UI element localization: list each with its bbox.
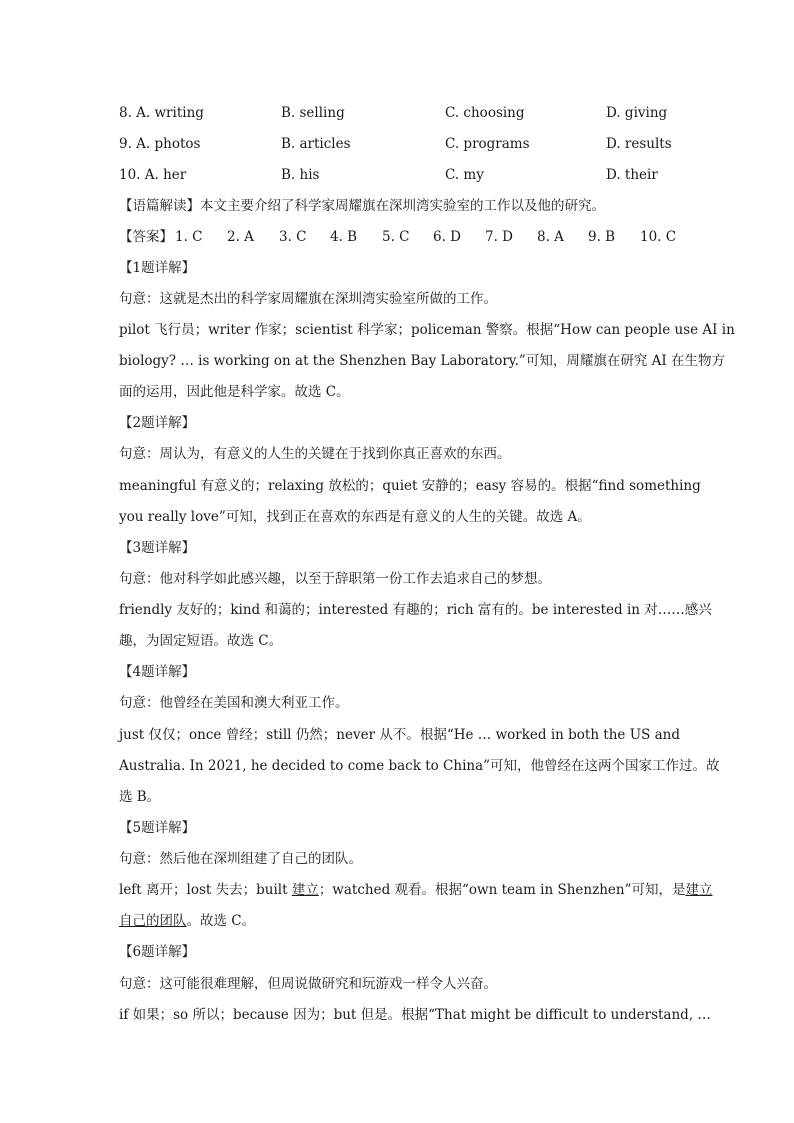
q5-heading: 【5题详解】 — [119, 820, 196, 836]
answer-item: 10. C — [640, 229, 677, 245]
q2-meaning: 句意：周认为，有意义的人生的关键在于找到你真正喜欢的东西。 — [119, 446, 511, 462]
option-a: 10. A. her — [119, 167, 187, 183]
q3-explanation: 趣，为固定短语。故选 C。 — [119, 633, 283, 649]
answer-item: 9. B — [588, 229, 616, 245]
q4-explanation: just 仅仅；once 曾经；still 仍然；never 从不。根据“He … worked in both the US and — [119, 727, 681, 743]
q1-meaning: 句意：这就是杰出的科学家周耀旗在深圳湾实验室所做的工作。 — [119, 291, 497, 307]
q6-meaning: 句意：这可能很难理解，但周说做研究和玩游戏一样令人兴奋。 — [119, 976, 497, 992]
q5-text: 。故选 C。 — [186, 913, 256, 929]
answer-item: 6. D — [433, 229, 461, 245]
q4-explanation: Australia. In 2021, he decided to come back to China”可知，他曾经在这两个国家工作过。故 — [119, 758, 720, 774]
answer-item: 4. B — [330, 229, 358, 245]
q4-meaning: 句意：他曾经在美国和澳大利亚工作。 — [119, 695, 349, 711]
q2-explanation: you really love”可知，找到正在喜欢的东西是有意义的人生的关键。故选 A。 — [119, 509, 591, 525]
answer-item: 2. A — [227, 229, 254, 245]
option-a: 8. A. writing — [119, 105, 204, 121]
option-d: D. giving — [606, 105, 668, 121]
q1-explanation: biology? … is working on at the Shenzhen Bay Laboratory.”可知，周耀旗在研究 AI 在生物方 — [119, 353, 725, 369]
q2-explanation: meaningful 有意义的；relaxing 放松的；quiet 安静的；easy 容易的。根据“find something — [119, 478, 701, 494]
q5-underlined-phrase: 自己的团队 — [119, 913, 187, 929]
option-a: 9. A. photos — [119, 136, 201, 152]
q5-meaning: 句意：然后他在深圳组建了自己的团队。 — [119, 851, 362, 867]
q4-explanation: 选 B。 — [119, 789, 161, 805]
q3-heading: 【3题详解】 — [119, 540, 196, 556]
q3-meaning: 句意：他对科学如此感兴趣，以至于辞职第一份工作去追求自己的梦想。 — [119, 571, 551, 587]
answer-item: 1. C — [175, 229, 203, 245]
passage-summary: 【语篇解读】本文主要介绍了科学家周耀旗在深圳湾实验室的工作以及他的研究。 — [119, 198, 605, 214]
q1-explanation: pilot 飞行员；writer 作家；scientist 科学家；policeman 警察。根据“How can people use AI in — [119, 322, 735, 338]
q6-explanation: if 如果；so 所以；because 因为；but 但是。根据“That might be difficult to understand, … — [119, 1007, 711, 1023]
option-b: B. his — [281, 167, 320, 183]
answer-label: 【答案】 — [119, 229, 173, 245]
option-c: C. choosing — [445, 105, 525, 121]
option-c: C. my — [445, 167, 484, 183]
option-d: D. results — [606, 136, 672, 152]
q6-heading: 【6题详解】 — [119, 944, 196, 960]
q5-underlined-word: 建立 — [291, 882, 319, 898]
q4-heading: 【4题详解】 — [119, 664, 196, 680]
q3-explanation: friendly 友好的；kind 和蔼的；interested 有趣的；rich 富有的。be interested in 对……感兴 — [119, 602, 712, 618]
option-c: C. programs — [445, 136, 530, 152]
q5-explanation — [119, 881, 713, 899]
answer-item: 5. C — [382, 229, 410, 245]
q2-heading: 【2题详解】 — [119, 415, 196, 431]
answer-item: 3. C — [279, 229, 307, 245]
option-b: B. articles — [281, 136, 351, 152]
option-d: D. their — [606, 167, 658, 183]
q1-explanation: 面的运用，因此他是科学家。故选 C。 — [119, 384, 350, 400]
q5-underlined-word: 建立 — [685, 882, 713, 898]
answer-item: 8. A — [537, 229, 564, 245]
q5-text: left 离开；lost 失去；built — [119, 882, 292, 898]
answer-item: 7. D — [485, 229, 513, 245]
q1-heading: 【1题详解】 — [119, 260, 196, 276]
q5-explanation — [119, 912, 679, 930]
option-b: B. selling — [281, 105, 345, 121]
q5-text: ；watched 观看。根据“own team in Shenzhen”可知，是 — [318, 882, 686, 898]
